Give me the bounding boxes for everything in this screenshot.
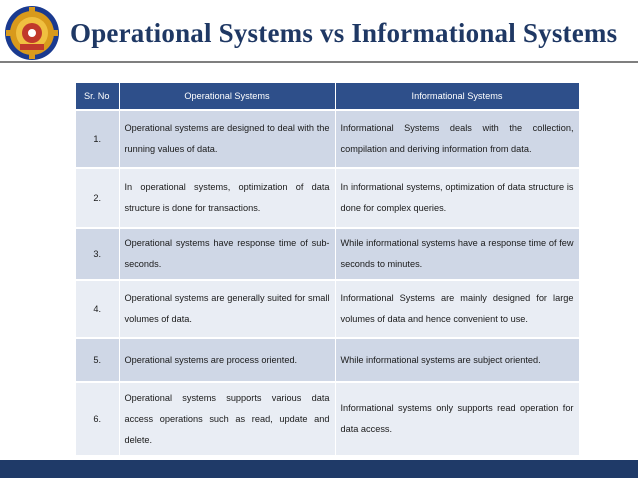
operational-cell: Operational systems are designed to deal with the running values of data. — [119, 110, 335, 168]
operational-cell: Operational systems supports various data access operations such as read, update and delete. — [119, 382, 335, 456]
title-divider — [0, 61, 638, 63]
table-row — [76, 338, 579, 382]
row-number: 4. — [76, 280, 119, 338]
informational-cell: While informational systems have a response time of few seconds to minutes. — [335, 228, 579, 280]
informational-cell: Informational Systems are mainly designed for large volumes of data and hence convenient to use. — [335, 280, 579, 338]
footer-bar — [0, 460, 638, 478]
column-header-operational: Operational Systems — [119, 83, 335, 110]
informational-cell: Informational Systems deals with the collection, compilation and deriving information from data. — [335, 110, 579, 168]
row-number: 5. — [76, 338, 119, 382]
table-row — [76, 382, 579, 456]
table-row — [76, 228, 579, 280]
row-number: 1. — [76, 110, 119, 168]
operational-cell: Operational systems are generally suited for small volumes of data. — [119, 280, 335, 338]
operational-cell: Operational systems have response time of sub-seconds. — [119, 228, 335, 280]
informational-cell: While informational systems are subject oriented. — [335, 338, 579, 382]
column-header-sr-no: Sr. No — [76, 83, 119, 110]
column-header-informational: Informational Systems — [335, 83, 579, 110]
operational-cell: In operational systems, optimization of data structure is done for transactions. — [119, 168, 335, 228]
row-number: 6. — [76, 382, 119, 456]
row-number: 2. — [76, 168, 119, 228]
informational-cell: Informational systems only supports read operation for data access. — [335, 382, 579, 456]
table-row — [76, 168, 579, 228]
table-header-row — [76, 83, 579, 110]
table-row — [76, 110, 579, 168]
comparison-table — [76, 83, 580, 457]
operational-cell: Operational systems are process oriented. — [119, 338, 335, 382]
page-title: Operational Systems vs Informational Systems — [70, 18, 618, 48]
college-emblem-icon — [3, 3, 61, 63]
table-row — [76, 280, 579, 338]
row-number: 3. — [76, 228, 119, 280]
informational-cell: In informational systems, optimization of data structure is done for complex queries. — [335, 168, 579, 228]
